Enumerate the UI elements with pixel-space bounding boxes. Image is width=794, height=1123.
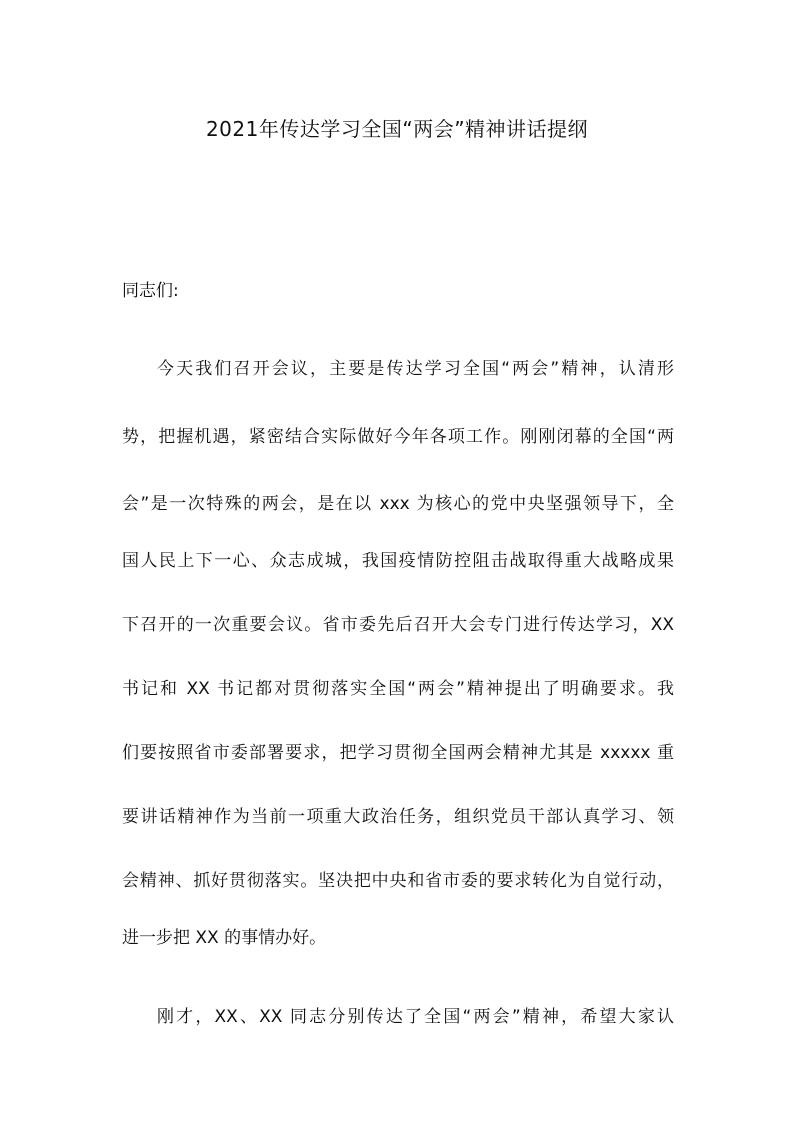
- document-title: 2021年传达学习全国“两会”精神讲话提纲: [205, 117, 589, 141]
- paragraph-1-line-6: 书记和 XX 书记都对贯彻落实全国“两会”精神提出了明确要求。我: [122, 679, 674, 699]
- paragraph-1-line-5: 下召开的一次重要会议。省市委先后召开大会专门进行传达学习，XX: [122, 615, 674, 635]
- paragraph-1-line-1: 今天我们召开会议，主要是传达学习全国“两会”精神，认清形: [157, 359, 674, 379]
- paragraph-1-line-2: 势，把握机遇，紧密结合实际做好今年各项工作。刚刚闭幕的全国“两: [122, 427, 674, 447]
- paragraph-1-line-4: 国人民上下一心、众志成城，我国疫情防控阻击战取得重大战略成果: [122, 551, 674, 571]
- paragraph-1-line-9: 会精神、抓好贯彻落实。坚决把中央和省市委的要求转化为自觉行动，: [122, 871, 674, 891]
- paragraph-1-line-10: 进一步把 XX 的事情办好。: [122, 928, 327, 948]
- paragraph-2-line-1: 刚才，XX、XX 同志分别传达了全国“两会”精神，希望大家认: [157, 1007, 674, 1027]
- paragraph-1-line-8: 要讲话精神作为当前一项重大政治任务，组织党员干部认真学习、领: [122, 807, 674, 827]
- salutation: 同志们:: [122, 281, 179, 301]
- paragraph-1-line-7: 们要按照省市委部署要求，把学习贯彻全国两会精神尤其是 xxxxx 重: [122, 743, 674, 763]
- paragraph-1-line-3: 会”是一次特殊的两会，是在以 xxx 为核心的党中央坚强领导下，全: [122, 494, 674, 514]
